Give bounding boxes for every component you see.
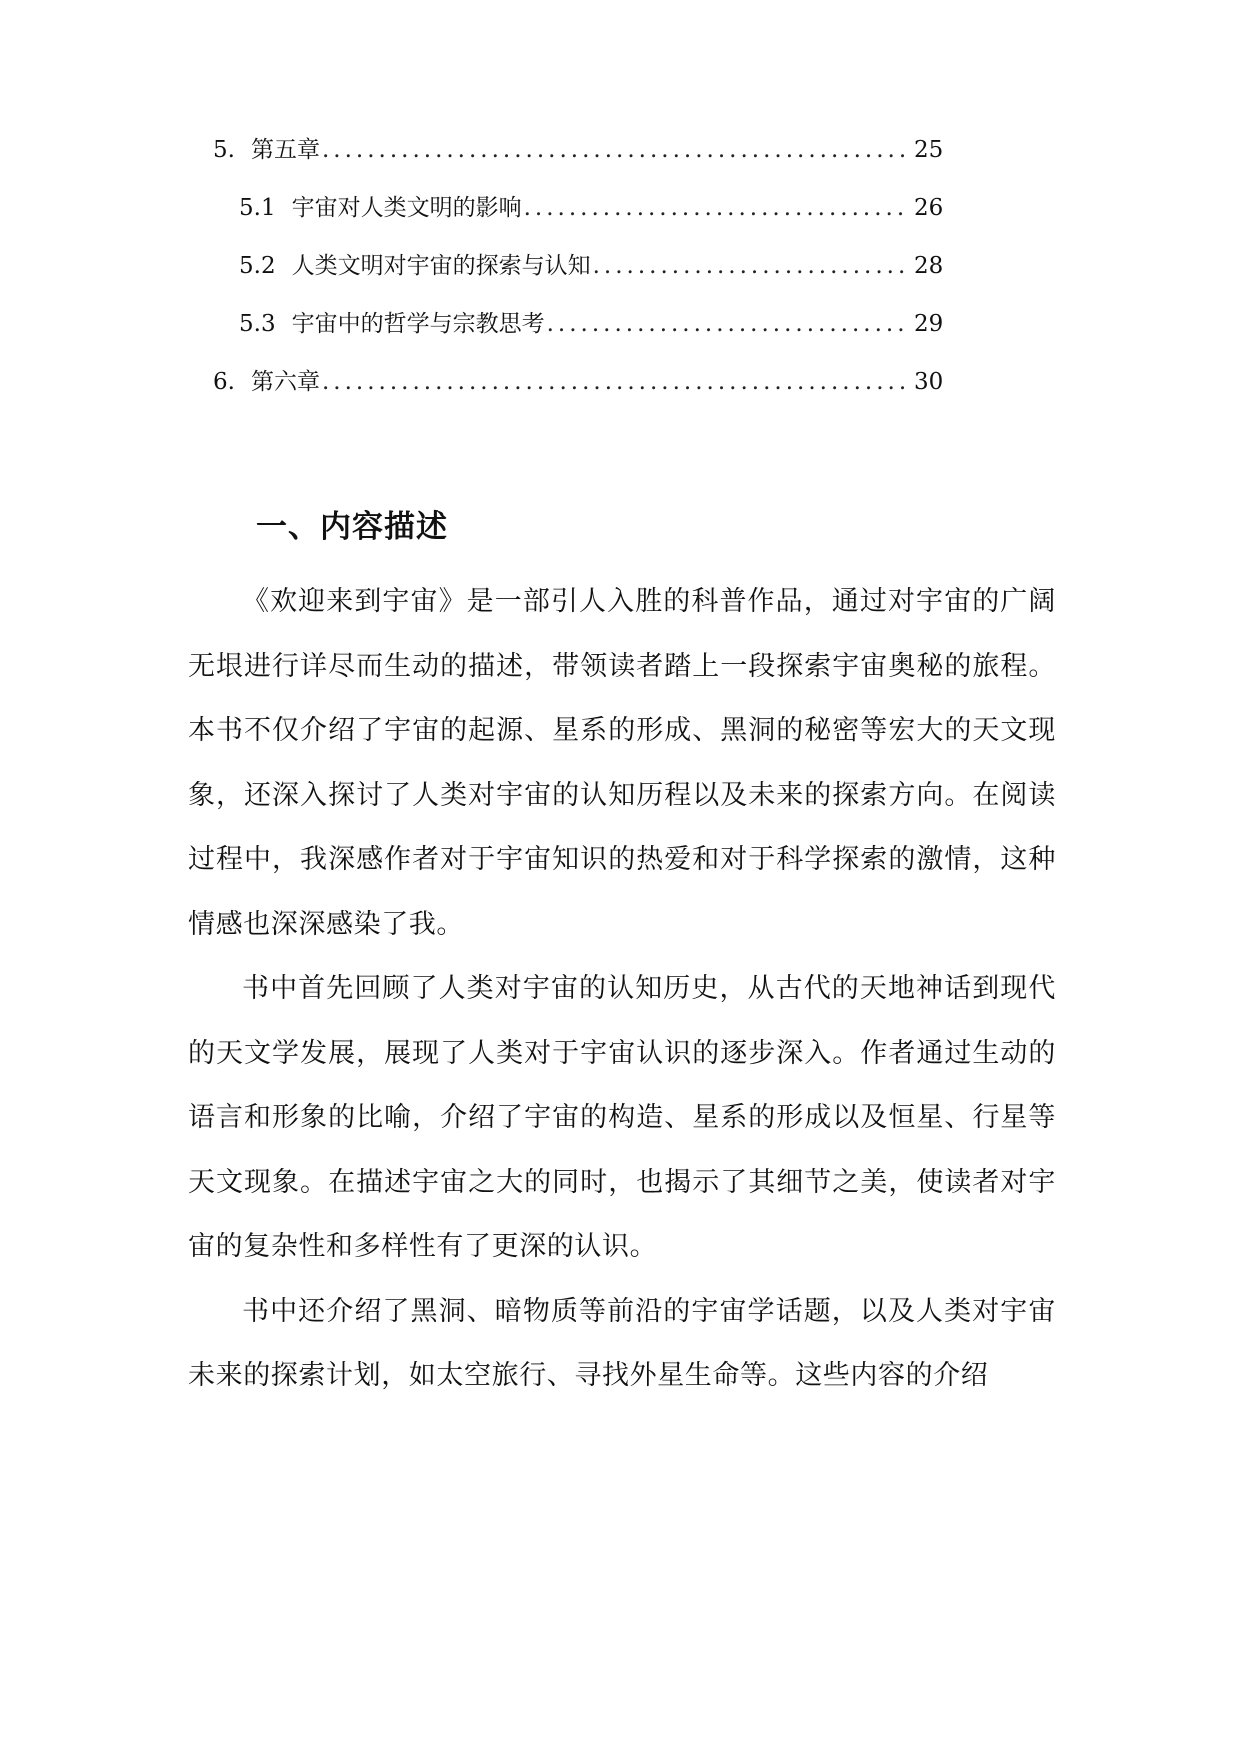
toc-entry-title: 宇宙对人类文明的影响	[291, 195, 522, 221]
toc-entry-title: 宇宙中的哲学与宗教思考	[291, 311, 545, 337]
toc-entry-number: 5.3	[239, 311, 276, 337]
toc-entry-5-3[interactable]	[0, 304, 944, 344]
paragraph: 书中首先回顾了人类对宇宙的认知历史，从古代的天地神话到现代的天文学发展，展现了人类对于宇宙认识的逐步深入。作者通过生动的语言和形象的比喻，介绍了宇宙的构造、星系的形成以及恒星、行星等天文现象。在描述宇宙之大的同时，也揭示了其细节之美，使读者对宇宙的复杂性和多样性有了更深的认识。	[188, 973, 1056, 1262]
toc-entry-page: 26	[914, 195, 944, 221]
toc-leader-dots	[593, 246, 910, 286]
section-heading: 一、内容描述	[256, 509, 448, 545]
toc-entry-5-2[interactable]	[0, 246, 944, 286]
toc-entry-chapter-6[interactable]	[0, 362, 944, 402]
toc-entry-number: 6.	[213, 369, 235, 395]
toc-entry-title: 第六章	[250, 369, 320, 395]
toc-entry-5-1[interactable]	[0, 188, 944, 228]
toc-entry-page: 28	[914, 253, 944, 279]
body-text	[188, 570, 1056, 1409]
toc-entry-number: 5.1	[239, 195, 276, 221]
paragraph: 《欢迎来到宇宙》是一部引人入胜的科普作品，通过对宇宙的广阔无垠进行详尽而生动的描述，带领读者踏上一段探索宇宙奥秘的旅程。本书不仅介绍了宇宙的起源、星系的形成、黑洞的秘密等宏大的天文现象，还深入探讨了人类对宇宙的认知历程以及未来的探索方向。在阅读过程中，我深感作者对于宇宙知识的热爱和对于科学探索的激情，这种情感也深深感染了我。	[188, 586, 1056, 940]
paragraph: 书中还介绍了黑洞、暗物质等前沿的宇宙学话题，以及人类对宇宙未来的探索计划，如太空旅行、寻找外星生命等。这些内容的介绍	[188, 1295, 1056, 1391]
toc-entry-page: 30	[914, 369, 944, 395]
toc-entry-number: 5.	[213, 137, 235, 163]
toc-entry-title: 第五章	[250, 137, 320, 163]
toc-leader-dots	[322, 130, 910, 170]
toc-leader-dots	[322, 362, 910, 402]
toc-leader-dots	[547, 304, 910, 344]
toc-leader-dots	[524, 188, 910, 228]
toc-entry-page: 25	[914, 137, 944, 163]
toc-entry-page: 29	[914, 311, 944, 337]
toc-entry-title: 人类文明对宇宙的探索与认知	[291, 253, 591, 279]
toc-entry-chapter-5[interactable]	[0, 130, 944, 170]
toc-entry-number: 5.2	[239, 253, 276, 279]
